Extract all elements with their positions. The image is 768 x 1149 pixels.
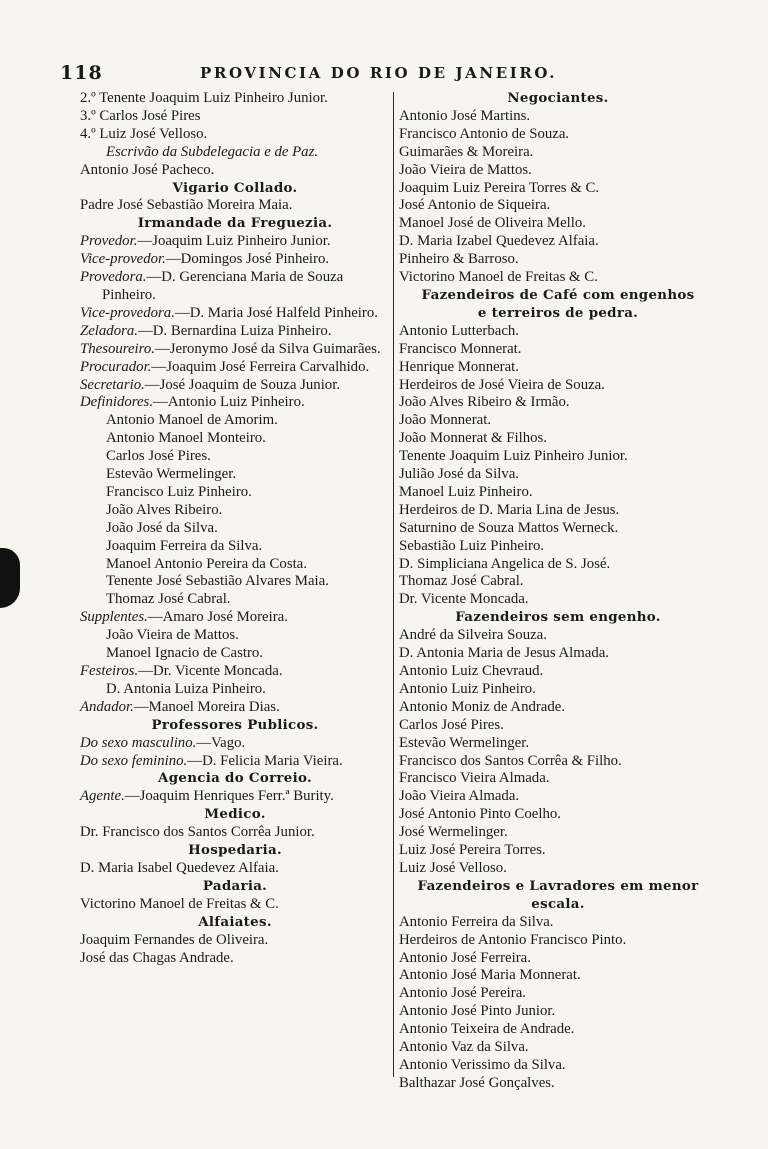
role-label: Provedora. [80, 269, 147, 286]
list-item: Antonio Manoel Monteiro. [106, 430, 266, 447]
list-item: Antonio José Maria Monnerat. [399, 967, 581, 984]
list-item: D. Antonia Luiza Pinheiro. [106, 680, 266, 697]
list-item: Herdeiros de D. Maria Lina de Jesus. [399, 501, 620, 518]
section-heading-negociantes: Negociantes. [507, 90, 609, 106]
ink-blot [0, 548, 20, 608]
list-item: Carlos José Pires. [106, 448, 211, 465]
list-item [80, 699, 390, 717]
list-item: Luiz José Velloso. [399, 859, 507, 876]
list-item: Joaquim Luiz Pereira Torres & C. [399, 179, 600, 196]
list-item: José Wermelinger. [399, 824, 508, 841]
list-item: 4.º Luiz José Velloso. [80, 125, 208, 142]
list-item: D. Maria Isabel Quedevez Alfaia. [80, 859, 279, 876]
list-item: Antonio José Pacheco. [80, 161, 215, 178]
list-item: Sebastião Luiz Pinheiro. [399, 537, 545, 554]
list-item: José Antonio Pinto Coelho. [399, 806, 561, 823]
list-item: José das Chagas Andrade. [80, 949, 234, 966]
role-holder: —D. Maria José Halfeld Pinheiro. [174, 304, 378, 321]
role-label: Festeiros. [80, 663, 139, 679]
role-holder: —Joaquim Luiz Pinheiro Junior. [137, 233, 331, 250]
role-holder: —D. Bernardina Luiza Pinheiro. [137, 322, 332, 339]
page-number: 118 [60, 62, 103, 84]
section-heading-escrivao: Escrivão da Subdelegacia e de Paz. [106, 143, 319, 160]
list-item: João Alves Ribeiro. [106, 501, 223, 518]
list-item: D. Maria Izabel Quedevez Alfaia. [399, 233, 599, 250]
role-label: Andador. [80, 698, 134, 715]
list-item: Thomaz José Cabral. [106, 591, 231, 608]
list-item: Francisco dos Santos Corrêa & Filho. [399, 752, 622, 769]
list-item: Manoel Luiz Pinheiro. [399, 483, 533, 500]
list-item: João Vieira Almada. [399, 788, 520, 805]
list-item: Francisco Monnerat. [399, 340, 522, 357]
role-label: Definidores. [80, 394, 154, 411]
list-item: Saturnino de Souza Mattos Werneck. [399, 519, 619, 536]
list-item: Dr. Vicente Moncada. [399, 591, 529, 608]
section-heading-correio: Agencia do Correio. [158, 770, 312, 787]
list-item: João Monnerat & Filhos. [399, 430, 547, 447]
section-heading-engenhos: Fazendeiros de Café com engenhos [421, 286, 695, 303]
role-label: Supplentes. [80, 609, 148, 626]
list-item [80, 341, 390, 359]
list-item: 2.º Tenente Joaquim Luiz Pinheiro Junior. [80, 90, 328, 106]
list-item: D. Simpliciana Angelica de S. José. [399, 555, 611, 572]
list-item: Francisco Luiz Pinheiro. [106, 483, 252, 500]
role-label: Thesoureiro. [80, 340, 155, 357]
list-item: Joaquim Ferreira da Silva. [106, 537, 263, 554]
list-item: Balthazar José Gonçalves. [399, 1074, 555, 1091]
list-item: Manoel José de Oliveira Mello. [399, 215, 586, 232]
list-item: João Vieira de Mattos. [399, 161, 532, 178]
list-item: Antonio Luiz Pinheiro. [399, 680, 536, 697]
role-holder: —Vago. [196, 734, 246, 751]
list-item: João Monnerat. [399, 412, 492, 429]
list-item: Antonio Moniz de Andrade. [399, 698, 566, 715]
list-item: Carlos José Pires. [399, 716, 504, 733]
role-label: Agente. [80, 788, 125, 805]
list-item: Herdeiros de Antonio Francisco Pinto. [399, 931, 627, 948]
role-label: Zeladora. [80, 322, 138, 339]
list-item: Dr. Francisco dos Santos Corrêa Junior. [80, 824, 315, 841]
list-item: Luiz José Pereira Torres. [399, 842, 546, 859]
list-item: D. Antonia Maria de Jesus Almada. [399, 645, 609, 662]
list-item: Manoel Ignacio de Castro. [106, 645, 263, 662]
list-item: Antonio Manoel de Amorim. [106, 412, 278, 429]
role-holder: —Domingos José Pinheiro. [165, 251, 330, 268]
list-item: Guimarães & Moreira. [399, 143, 534, 160]
list-item: Francisco Antonio de Souza. [399, 125, 570, 142]
list-item [80, 788, 390, 806]
list-item [80, 305, 390, 323]
role-holder: —D. Felicia Maria Vieira. [187, 752, 343, 769]
role-holder: —Amaro José Moreira. [147, 609, 288, 626]
list-item: José Antonio de Siqueira. [399, 197, 551, 214]
section-heading-engenhos-cont: e terreiros de pedra. [477, 304, 639, 321]
list-item [80, 323, 390, 341]
list-item: Estevão Wermelinger. [399, 734, 530, 751]
section-heading-irmandade: Irmandade da Freguezia. [137, 215, 333, 232]
list-item: Tenente Joaquim Luiz Pinheiro Junior. [399, 448, 628, 465]
list-item: Antonio Ferreira da Silva. [399, 913, 554, 930]
section-heading-hospedaria: Hospedaria. [188, 842, 282, 859]
list-item: João Vieira de Mattos. [106, 627, 239, 644]
list-item: Antonio José Ferreira. [399, 949, 531, 966]
section-heading-alfaiates: Alfaiates. [198, 913, 272, 930]
list-item: Manoel Antonio Pereira da Costa. [106, 555, 307, 572]
list-item: Antonio Verissimo da Silva. [399, 1056, 566, 1073]
list-item: Herdeiros de José Vieira de Souza. [399, 376, 605, 393]
role-holder: —Antonio Luiz Pinheiro. [153, 394, 305, 411]
role-label: Do sexo masculino. [80, 734, 197, 751]
column-divider [393, 92, 394, 1077]
role-label: Do sexo feminino. [80, 752, 188, 769]
list-item: Tenente José Sebastião Alvares Maia. [106, 573, 329, 590]
list-item: Antonio Luiz Chevraud. [399, 663, 544, 679]
running-title: PROVINCIA DO RIO DE JANEIRO. [200, 64, 558, 82]
role-holder: —Joaquim Henriques Ferr.ª Burity. [124, 788, 334, 805]
list-item [80, 663, 390, 681]
section-heading-lavradores: Fazendeiros e Lavradores em menor [417, 877, 699, 894]
list-item: Victorino Manoel de Freitas & C. [80, 895, 279, 912]
role-label: Vice-provedora. [80, 304, 175, 321]
list-item: Estevão Wermelinger. [106, 466, 237, 483]
role-holder: —D. Gerenciana Maria de Souza Pinheiro. [102, 269, 344, 303]
list-item: Francisco Vieira Almada. [399, 770, 550, 787]
list-item [80, 394, 390, 412]
list-item: Antonio José Martins. [399, 107, 531, 124]
role-holder: —Manoel Moreira Dias. [133, 698, 280, 715]
list-item: Antonio Teixeira de Andrade. [399, 1021, 575, 1038]
list-item [80, 233, 390, 251]
list-item: Antonio Lutterbach. [399, 322, 519, 339]
list-item: Victorino Manoel de Freitas & C. [399, 269, 598, 286]
list-item: Antonio José Pinto Junior. [399, 1003, 556, 1020]
list-item: Padre José Sebastião Moreira Maia. [80, 197, 293, 214]
list-item [80, 269, 390, 305]
role-label: Secretario. [80, 376, 145, 393]
list-item: Joaquim Fernandes de Oliveira. [80, 931, 269, 948]
list-item: 3.º Carlos José Pires [80, 107, 201, 124]
section-heading-sem-engenho: Fazendeiros sem engenho. [455, 609, 661, 626]
list-item: João José da Silva. [106, 519, 218, 536]
list-item: Henrique Monnerat. [399, 358, 519, 375]
role-holder: —Joaquim José Ferreira Carvalhido. [151, 358, 370, 375]
list-item: André da Silveira Souza. [399, 627, 547, 644]
list-item: Antonio José Pereira. [399, 985, 526, 1002]
role-label: Procurador. [80, 358, 152, 375]
list-item: João Alves Ribeiro & Irmão. [399, 394, 570, 411]
right-column [399, 90, 717, 1093]
role-label: Vice-provedor. [80, 251, 166, 268]
list-item [80, 377, 390, 395]
list-item [80, 735, 390, 753]
section-heading-professores: Professores Publicos. [151, 716, 319, 733]
role-holder: —Dr. Vicente Moncada. [138, 663, 283, 679]
section-heading-padaria: Padaria. [202, 877, 268, 894]
list-item: Thomaz José Cabral. [399, 573, 524, 590]
section-heading-vigario: Vigario Collado. [172, 179, 298, 196]
list-item: Julião José da Silva. [399, 466, 520, 483]
role-label: Provedor. [80, 233, 138, 250]
role-holder: —Jeronymo José da Silva Guimarães. [154, 340, 381, 357]
list-item [80, 609, 390, 627]
list-item [80, 753, 390, 771]
left-column [80, 90, 390, 967]
section-heading-lavradores-cont: escala. [531, 895, 585, 912]
list-item: Pinheiro & Barroso. [399, 251, 519, 268]
list-item [80, 251, 390, 269]
role-holder: —José Joaquim de Souza Junior. [144, 376, 341, 393]
list-item: Antonio Vaz da Silva. [399, 1039, 529, 1056]
section-heading-medico: Medico. [204, 806, 266, 823]
list-item [80, 359, 390, 377]
